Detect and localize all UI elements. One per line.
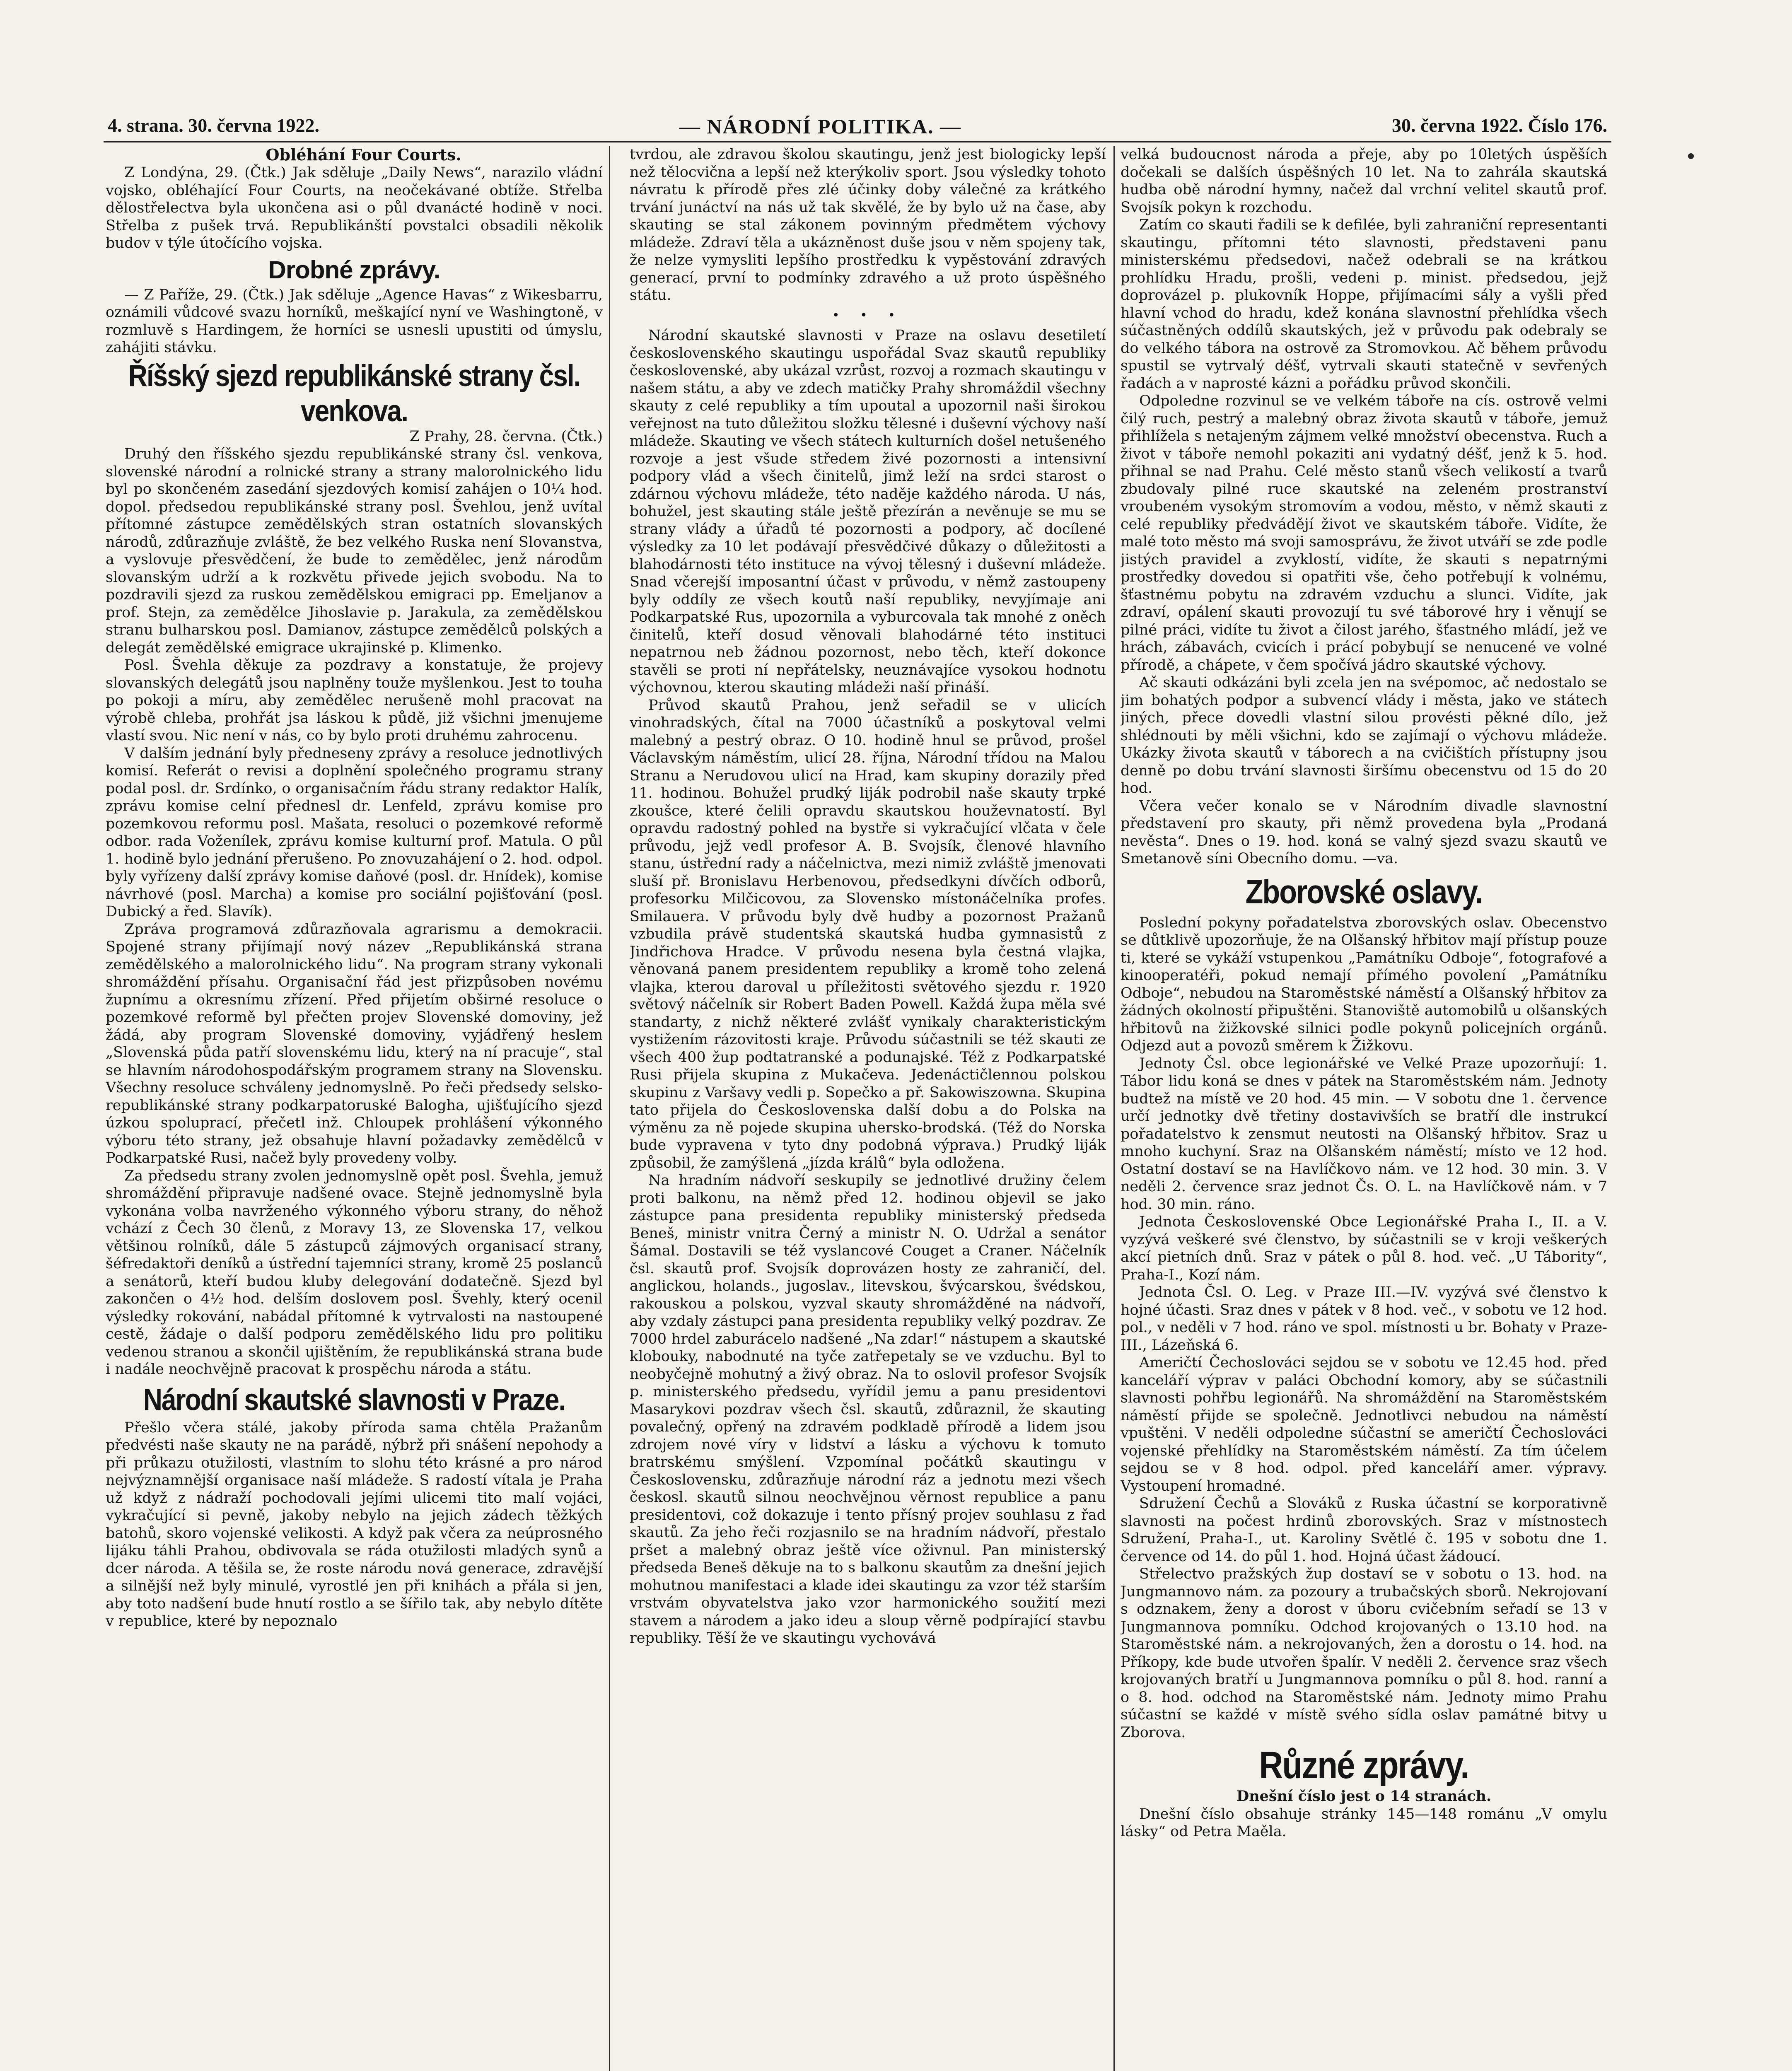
masthead: [108, 107, 1607, 140]
paragraph: V dalším jednání byly předneseny zprávy a resoluce jednotlivých komisí. Referát o revisi a doplnění společného programu strany podal posl. dr. Srdínko, o organisačním řádu strany redaktor Halík, zprávu komise celní přednesl dr. Lenfeld, zprávu komise pro pozemkovou reformu posl. Mašata, resoluci o pozemkové reformě odbor. rada Voženílek, zprávu komise kulturní prof. Matula. O půl 1. hodině bylo jednání přerušeno. Po znovuzahájení o 2. hod. odpol. byly vyřízeny další zprávy komise daňové (posl. dr. Hnídek), komise návrhové (posl. Marcha) a komise pro sociální pojišťování (posl. Dubický a řed. Slavík).: [106, 745, 603, 920]
separator: • • •: [832, 308, 904, 323]
paragraph: Jednota Československé Obce Legionářské Praha I., II. a V. vyzývá veškeré své členstvo, by súčastnili se v kroji veškerých akcí pietních dnů. Sraz v pátek o půl 8. hod. več. „U Tábority“, Praha-I., Kozí nám.: [1121, 1214, 1607, 1283]
column-3: [1121, 146, 1607, 2071]
newspaper-title: — NÁRODNÍ POLITIKA. —: [679, 115, 961, 138]
paragraph: Poslední pokyny pořadatelstva zborovských oslav. Obecenstvo se důtklivě upozorňuje, že na Olšanský hřbitov mají přístup pouze ti, které se vykáží vstupenkou „Památníku Odboje“, fotografové a kinooperatéři, pokud nemají přímého povolení „Památníku Odboje“, nebudou na Staroměstské náměstí a Olšanský hřbitov za žádných okolností připuštěni. Stanoviště automobilů u olšanských hřbitovů na žižkovské silnici podle pokynů policejních orgánů. Odjezd aut a povozů směrem k Žižkovu.: [1121, 914, 1607, 1054]
masthead-rule: [104, 141, 1611, 142]
column-divider: [609, 146, 610, 2071]
article-title-sjezd: Říšský sjezd republikánské strany čsl. venkova.: [128, 358, 580, 428]
page-date-left: 4. strana. 30. června 1922.: [108, 115, 320, 136]
paragraph: Na hradním nádvoří seskupily se jednotlivé družiny čelem proti balkonu, na němž před 12. hodinou objevil se jako zástupce pana presidenta republiky ministerský předseda Beneš, ministr vnitra Černý a ministr N. O. Udržal a senátor Šámal. Dostavili se též vyslancové Couget a Craner. Náčelník čsl. skautů prof. Svojsík doprovázen hosty ze zahraničí, del. anglickou, holands., jugoslav., litevskou, švýcarskou, švédskou, rakouskou a polskou, vyzval skauty shromážděné na nádvoří, aby vzdaly zástupci pana presidenta republiky velký pozdrav. Ze 7000 hrdel zaburácelo nadšené „Na zdar!“ nástupem a skautské klobouky, nabodnuté na tyče zatřepetaly se ve vzduchu. Byl to neobyčejně mohutný a živý obraz. Na to oslovil profesor Svojsík p. ministerského předsedu, vyřídil jemu a panu presidentovi Masarykovi pozdrav všech čsl. skautů, zdůraznil, že skauting povalečný, opřený na zdravém podkladě přírodě a lidem jsou zdrojem nové víry v lidství a lásku a výchovu k tomuto bratrskému smýšlení. Vzpomínal počátků skautingu v Československu, zdůrazňuje národní ráz a jednotu mezi všech českosl. skautů silnou neochvějnou věrnost republice a panu presidentovi, což dokazuje i tento přísný projev souhlasu z řad skautů. Za jeho řeči rozjasnilo se na hradním nádvoří, přestalo pršet a malebný obraz ještě více oživnul. Pan ministerský předseda Beneš děkuje na to s balkonu skautům za dnešní jejich mohutnou manifestaci a klade idei skautingu za vzor též starším vrstvám obyvatelstva jako vzor harmonického soužití mezi stavem a národem a jako ideu a sloup věrně podpírající stavbu republiky. Těší že ve skautingu vychovává: [630, 1172, 1106, 1646]
dateline: Z Prahy, 28. června. (Čtk.): [409, 428, 603, 445]
paragraph: Jednota Čsl. O. Leg. v Praze III.—IV. vyzývá své členstvo k hojné účasti. Sraz dnes v pátek v 8 hod. več., v sobotu ve 12 hod. pol., v neděli v 7 hod. ráno ve spol. místnosti u br. Bohaty v Praze-III., Lázeňská 6.: [1121, 1284, 1607, 1354]
notice-novel: Dnešní číslo obsahuje stránky 145—148 románu „V omylu lásky“ od Petra Maěla.: [1121, 1805, 1607, 1840]
paragraph: Posl. Švehla děkuje za pozdravy a konstatuje, že projevy slovanských delegátů jsou naplněny touže myšlenkou. Jest to touha po pokoji a míru, aby zemědělec nerušeně mohl pracovat na výrobě chleba, prohřát jsa láskou k půdě, již všichni jmenujeme vlastí svou. Nic není v nás, co by bylo proti druhému zahrocenu.: [106, 657, 603, 744]
article-title-four-courts: Obléhání Four Courts.: [266, 146, 461, 164]
paragraph: velká budoucnost národa a přeje, aby po 10letých úspěších dočekali se dalších úspěšných 10 let. Na to zahrála skautská hudba obě národní hymny, načež dal vrchní velitel skautů prof. Svojsík pokyn k rozchodu.: [1121, 146, 1607, 216]
paragraph: Za předsedu strany zvolen jednomyslně opět posl. Švehla, jemuž shromáždění připravuje nadšené ovace. Stejně jednomyslně byla vykonána volba navrženého výkonného výboru strany, do něhož vchází z Čech 30 členů, z Moravy 13, ze Slovenska 17, velkou většinou rolníků, dále 5 zástupců zájmových organisací strany, šéfredaktoři deníků a ústřední tajemníci strany, kromě 25 poslanců a senátorů, kteří budou kluby delegování dodatečně. Sjezd byl zakončen o 4½ hod. delším doslovem posl. Švehly, který ocenil výsledky rokování, nabádal přítomné k vytrvalosti na nastoupené cestě, žádaje o další podporu zemědělského lidu pro politiku vedenou stranou a skončil ujištěním, že republikánská strana bude i nadále neochvějně pracovat k prospěchu národa a státu.: [106, 1167, 603, 1378]
paragraph: Přešlo včera stálé, jakoby příroda sama chtěla Pražanům předvésti naše skauty ne na parádě, nýbrž při snášení nepohody a při průkazu otužilosti, vlastním to slohu této krásné a pro národ nejvýznamnější organisace naší mládeže. S radostí vítala je Praha už když z nádraží pochodovali jejími ulicemi tito malí vojáci, vykračující si pevně, jakoby nebylo na jejich zádech těžkých batohů, skoro vojenské velikosti. A když pak včera za neúprosného lijáku táhli Prahou, obdivovala se ráda otužilosti mladých synů a dcer národa. A těšila se, že roste národu nová generace, zdravější a silnější než byly minulé, vyrostlé jen při knihách a přála si jen, aby toto nadšení bude hnutí rostlo a se šířilo tak, aby nebylo dítěte v republice, které by nepoznalo: [106, 1419, 603, 1629]
section-title-ruzne: Různé zprávy.: [1259, 1744, 1469, 1786]
column-2: [630, 146, 1106, 2071]
paragraph: Odpoledne rozvinul se ve velkém táboře na cís. ostrově velmi čilý ruch, pestrý a malebný obraz života skautů v táboře, jemuž přihlížela s netajeným zájmem velké množství obecenstva. Ruch a život v táboře nemohl pokaziti ani vydatný déšť, jenž k 5. hod. přihnal se nad Prahu. Celé město stanů všech velikostí a tvarů zbudovaly pilné ruce skautské na zeleném prostranství vroubeném vysokým stromovím a vodou, město, v němž skauti z celé republiky předvádějí život ve skautském táboře. Vidíte, že malé toto město má svoji samosprávu, že život utváří se zde podle jistých pravidel a zvyklostí, vidíte, že skauti s nepatrnými prostředky dovedou si opatřiti vše, čeho potřebují k volnému, šťastnému pobytu na zdravém vzduchu a slunci. Vidíte, jak zdraví, opálení skauti provozují tu své táborové hry i věnují se pilné práci, vidíte tu život a čilost jarého, šťastného mládí, jež ve hrách, zábavách, cvicích i prácí pobybují se nenucené ve volné přírodě, a chápete, v čem spočívá jádro skautské výchovy.: [1121, 393, 1607, 673]
paragraph: Sdružení Čechů a Slováků z Ruska účastní se korporativně slavnosti na počest hrdinů zborovských. Sraz v místnostech Sdružení, Praha-I., ut. Karoliny Světlé č. 195 v sobotu dne 1. července od 14. do půl 1. hod. Hojná účast žádoucí.: [1121, 1495, 1607, 1565]
paragraph: Američtí Čechoslováci sejdou se v sobotu ve 12.45 hod. před kanceláří výprav v paláci Obchodní komory, aby se súčastnili slavnosti pohřbu legionářů. Na shromáždění na Staroměstském náměstí přijde se společně. Jednotlivci nebudou na náměstí vpuštěni. V neděli odpoledne súčastní se američtí Čechoslováci vojenské přehlídky na Staroměstském náměstí. Za tím účelem sejdou se v 8 hod. odpol. před kanceláří amer. výpravy. Vystoupení hromadné.: [1121, 1354, 1607, 1494]
paragraph: Jednoty Čsl. obce legionářské ve Velké Praze upozorňují: 1. Tábor lidu koná se dnes v pátek na Staroměstském nám. Jednoty budtež na místě ve 20 hod. 45 min. — V sobotu dne 1. července určí jednotky dvě třetiny dostavivších se bratří dle instrukcí pořadatelstvo k zensmut neutosti na Olšanský hřbitov. Sraz u mnoho kuchyní. Sraz na Olšanském náměstí; místo ve 12 hod. Ostatní dostaví se na Havlíčkovo nám. ve 12 hod. 30 min. 3. V neděli 2. července sraz jednot Čs. O. L. na Havlíčkově nám. v 7 hod. 30 min. ráno.: [1121, 1055, 1607, 1213]
paragraph: tvrdou, ale zdravou školou skautingu, jenž jest biologicky lepší než tělocvična a lepší než kterýkoliv sport. Jsou výsledky tohoto návratu k přírodě přes zlé účinky doby válečné za krátkého trvání junáctví na nás už tak skvělé, že by bylo už na čase, aby skauting se stal zákonem povinným předmětem výchovy mládeže. Zdraví těla a ukázněnost duše jsou v něm spojeny tak, že nelze vymysliti lepšího prostředku k vypěstování zdravých generací, první to podmínky zdravého a už proto úspěšného státu.: [630, 146, 1106, 304]
section-title-drobne: Drobné zprávy.: [268, 256, 440, 284]
paragraph: Střelectvo pražských žup dostaví se v sobotu o 13. hod. na Jungmannovo nám. za pozoury a trubačských sborů. Nekrojovaní s odznakem, ženy a dorost v úboru cvičebním seřadí se 13 v Jungmannova pomníku. Odchod krojovaných o 13.10 hod. na Staroměstské nám. a nekrojovaných, žen a dorostu o 14. hod. na Příkopy, kde bude utvořen špalír. V neděli 2. července sraz všech krojovaných bratří u Jungmannova pomníku o půl 8. hod. ranní a o 8. hod. odchod na Staroměstské nám. Jednoty mimo Prahu súčastní se každé v místě svého sídla oslav památné bitvy u Zborova.: [1121, 1566, 1607, 1741]
article-text: Z Londýna, 29. (Čtk.) Jak sděluje „Daily News“, narazilo vládní vojsko, obléhající Four Courts, na neočekávané obtíže. Střelba dělostřelectva byla ukončena asi o půl dvanácté hodině v noci. Střelba z pušek trvá. Republikánští povstalci obsadili několik budov v týle útočícího vojska.: [106, 164, 603, 251]
column-1: [106, 146, 603, 2071]
paragraph: Včera večer konalo se v Národním divadle slavnostní představení pro skauty, při němž provedena byla „Prodaná nevěsta“. Dnes o 19. hod. koná se valný sjezd svazu skautů ve Smetanově síni Obecního domu. —va.: [1121, 797, 1607, 867]
paragraph: Ač skauti odkázáni byli zcela jen na svépomoc, ač nedostalo se jim bohatých podpor a subvencí vlády i města, jako ve státech jiných, přece dovedli vlastní silou provésti pěkné dílo, jež shlédnouti by měli všichni, kdo se zajímají o výchovu mládeže. Ukázky života skautů v táborech a na cvičištích přístupny jsou denně po dobu trvání slavnosti širšímu obecenstvu od 15 do 20 hod.: [1121, 674, 1607, 797]
paragraph: Druhý den říšského sjezdu republikánské strany čsl. venkova, slovenské národní a rolnické strany a strany malorolnického lidu byl po skončeném zasedání sjezdových komisí zahájen o 10¼ hod. dopol. předsedou republikánské strany posl. Švehlou, jenž uvítal přítomné zástupce zemědělských stran ostatních slovanských národů, zdůrazňuje zvláště, že bez velkého Ruska není Slovanstva, a vyslovuje přesvědčení, že bude to zemědělec, jenž národům slovanským udrží a k rozkvětu přivede jejich svobodu. Na to pozdravili sjezd za ruskou zemědělskou emigraci pp. Emeljanov a prof. Stejn, za zemědělce Jihoslavie p. Jarakula, za zemědělskou stranu bulharskou posl. Damianov, zástupce zemědělců polských a delegát zemědělské emigrace ukrajinské p. Klimenko.: [106, 446, 603, 656]
issue-number: 30. června 1922. Číslo 176.: [1391, 115, 1607, 136]
notice-pages: Dnešní číslo jest o 14 stranách.: [1236, 1788, 1492, 1805]
scan-mark: [1688, 153, 1694, 159]
column-divider: [1113, 146, 1115, 2071]
paragraph: Národní skautské slavnosti v Praze na oslavu desetiletí československého skautingu uspořádal Svaz skautů republiky československé, aby ukázal vzrůst, rozvoj a rozmach skautingu v našem státu, a aby ve zdech matičky Prahy shromáždil všechny skauty z celé republiky a tím upoutal a upozornil naši širokou veřejnost na tuto důležitou složku tělesné i duševní výchovy naší mládeže. Skauting ve všech státech kulturních došel netušeného rozvoje a jest všude středem živé pozornosti a intensivní podpory vlád a všech činitelů, jimž leží na srdci starost o zdárnou výchovu mládeže, této naděje každého národa. U nás, bohužel, jest skauting stále ještě přezírán a nevěnuje se mu se strany vlády a úřadů té pozornosti a podpory, ač docílené výsledky za 10 let podávají přesvědčivé důkazy o důležitosti a blahodárnosti této instituce na vývoj tělesný i duševní mládeže. Snad včerejší imposantní účast v průvodu, v němž zastoupeny byly oddíly ze všech koutů naší republiky, nevyjímaje ani Podkarpatské Rus, upozornila a vyburcovala tak mnohé z oněch činitelů, kteří dosud věnovali blahodárné této instituci nepatrnou neb žádnou pozornost, nebo těch, kteří dokonce stavěli se proti ní nepřátelsky, neuznávajíce vysokou hodnotu výchovnou, kterou skauting mládeži naší přináší.: [630, 327, 1106, 696]
paragraph: Zatím co skauti řadili se k defilée, byli zahraniční representanti skautingu, přítomni této slavnosti, představeni panu ministerskému předsedovi, načež odebrali se na krátkou prohlídku Hradu, prošli, vedeni p. minist. předsedou, jejž doprovázel p. plukovník Hoppe, přijímacími sály a vyšli před hlavní vchod do hradu, kdež konána slavnostní přehlídka všech súčastněných oddílů skautských, jež v průvodu pak odebraly se do velkého tábora na ostrově za Stromovkou. Ač během průvodu spustil se vytrvalý déšť, vytrvali skauti statečně v sevřených řadách a v naprosté kázni a pořádku průvod skončili.: [1121, 217, 1607, 392]
paragraph: Zpráva programová zdůrazňovala agrarismu a demokracii. Spojené strany přijímají nový název „Republikánská strana zemědělského a malorolnického lidu“. Na program strany vykonali shromáždění přísahu. Organisační řád jest přizpůsoben novému župnímu a okresnímu zřízení. Před přijetím obširné resoluce o pozemkové reformě byl přečten projev Slovenské domoviny, jež žádá, aby program Slovenské domoviny, vyjádřený heslem „Slovenská půda patří slovenskému lidu, který na ní pracuje“, stal se hlavním národohospodářským programem strany na Slovensku. Všechny resoluce schváleny jednomyslně. Po řeči předsedy selsko-republikánské strany podkarpatoruské Balogha, ujišťujícího sjezd úzkou spoluprací, přečetl inž. Chloupek prohlášení výkonného výboru této strany, jež obsahuje hlavní požadavky zemědělců v Podkarpatské Rusi, načež byly provedeny volby.: [106, 921, 603, 1166]
article-title-skaut: Národní skautské slavnosti v Praze.: [143, 1382, 565, 1417]
paragraph: Průvod skautů Prahou, jenž seřadil se v ulicích vinohradských, čítal na 7000 účastníků a poskytoval velmi malebný a pestrý obraz. O 10. hodině hnul se průvod, prošel Václavským náměstím, ulicí 28. října, Národní třídou na Malou Stranu a Nerudovou ulicí na Hrad, kam skupiny dorazily před 11. hodinou. Bohužel prudký liják podrobil naše skauty trpké zkoušce, které čelili opravdu skautskou houževnatostí. Byl opravdu radostný pohled na bystře si vykračující vlčata v čele průvodu, jejž vedl profesor A. B. Svojsík, členové hlavního stanu, ústřední rady a náčelnictva, mezi nimiž zvláště jmenovati sluší př. Bronislavu Herbenovou, předsedkyni dívčích odborů, profesorku Milčicovou, za Slovensko místonáčelníka profes. Smilauera. V průvodu byly dvě hudby a pozornost Pražanů vzbudila právě studentská skautská hudba gymnasistů z Jindřichova Hradce. V průvodu nesena byla čestná vlajka, věnovaná panem presidentem republiky a kromě toho zelená vlajka, kterou daroval u příležitosti světového sjezdu r. 1920 světový náčelník sir Robert Baden Powell. Každá župa měla své standarty, z nichž některé zvlášť vynikaly charakteristickým vystižením rázovitosti kraje. Průvodu súčastnili se též skauti ze všech 400 žup podtatranské a podunajské. Též z Podkarpatské Rusi přijela skupina z Mukačeva. Jedenáctičlennou polskou skupinu z Varšavy vedli p. Sopečko a př. Sakowiszowna. Skupina tato přijela do Československa další dobu a do Polska na výměnu za ně pojede skupina uhersko-brodská. (Též do Norska bude vypravena v tyto dny podobná výprava.) Prudký liják způsobil, že zamýšlená „jízda králů“ byla odložena.: [630, 697, 1106, 1171]
article-title-zborov: Zborovské oslavy.: [1245, 873, 1483, 910]
article-text: — Z Paříže, 29. (Čtk.) Jak sděluje „Agence Havas“ z Wikesbarru, oznámili vůdcové svazu horníků, meškající nyní ve Washingtoně, v rozmluvě s Hardingem, že horníci se usnesli upustiti od úmyslu, zahájiti stávku.: [106, 286, 603, 356]
